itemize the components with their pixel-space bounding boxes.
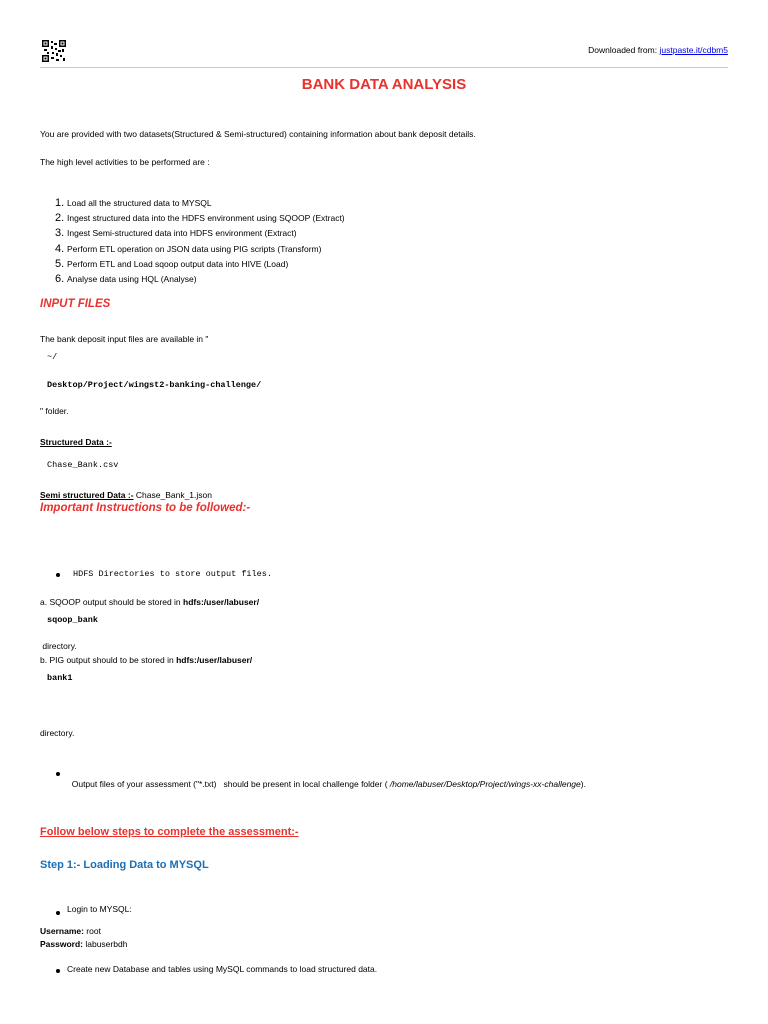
step1-heading: Step 1:- Loading Data to MYSQL	[40, 859, 209, 871]
semi-structured-line	[40, 490, 212, 501]
list-item: 4. Perform ETL operation on JSON data using PIG scripts (Transform)	[55, 242, 322, 255]
password-value: labuserbdh	[83, 939, 128, 949]
bullet-dot	[56, 969, 60, 973]
pig-path: hdfs:/user/labuser/	[176, 655, 253, 665]
bullet-dot	[56, 772, 60, 776]
semi-file: Chase_Bank_1.json	[133, 490, 212, 500]
list-item: 5. Perform ETL and Load sqoop output data into HIVE (Load)	[55, 257, 289, 270]
login-text: Login to MYSQL:	[67, 904, 132, 914]
intro-text: You are provided with two datasets(Structured & Semi-structured) containing information about bank deposit details.	[40, 129, 476, 139]
password-line: Password: labuserbdh	[40, 939, 128, 949]
sqoop-path: hdfs:/user/labuser/	[183, 597, 260, 607]
pig-dir: bank1	[47, 673, 73, 683]
page-title: BANK DATA ANALYSIS	[301, 76, 467, 93]
activities-list	[40, 196, 345, 287]
download-label: Downloaded from:	[588, 45, 658, 55]
input-files-heading: INPUT FILES	[40, 298, 111, 310]
bullet-dot	[56, 911, 60, 915]
input-path: Desktop/Project/wingst2-banking-challenge/	[47, 380, 262, 390]
create-db-text: Create new Database and tables using MySQL commands to load structured data.	[67, 964, 378, 974]
instructions-heading: Important Instructions to be followed:-	[40, 502, 251, 514]
download-link[interactable]: justpaste.it/cdbm5	[659, 45, 728, 55]
qr-code-icon	[42, 40, 66, 62]
output-files-bullet: Output files of your assessment ("*.txt) should be present in local challenge folder ( /home/labuser/Desktop/Project/wings-xx-challenge).	[71, 779, 586, 789]
path-tilde: ~/	[47, 352, 58, 362]
username-line: Username: root	[40, 926, 101, 936]
structured-file: Chase_Bank.csv	[47, 460, 119, 470]
directory-text-2: directory.	[40, 728, 75, 738]
pig-line: b. PIG output should to be stored in hdfs:/user/labuser/	[40, 655, 253, 665]
structured-label: Structured Data :-	[40, 437, 112, 447]
username-value: root	[83, 926, 101, 936]
directory-text-1: directory.	[40, 641, 77, 651]
list-item: 3. Ingest Semi-structured data into HDFS environment (Extract)	[55, 227, 297, 240]
list-item: 6. Analyse data using HQL (Analyse)	[55, 272, 197, 285]
folder-text: " folder.	[40, 406, 69, 416]
semi-label: Semi structured Data :-	[40, 490, 134, 500]
header-divider	[40, 67, 728, 68]
list-item: 2. Ingest structured data into the HDFS environment using SQOOP (Extract)	[55, 212, 345, 225]
download-source	[588, 45, 728, 56]
sqoop-line: a. SQOOP output should be stored in hdfs:/user/labuser/	[40, 597, 260, 607]
list-item: 1. Load all the structured data to MYSQL	[55, 197, 212, 209]
input-available-text: The bank deposit input files are available in "	[40, 334, 209, 344]
hdfs-bullet: HDFS Directories to store output files.	[73, 569, 272, 579]
activities-label: The high level activities to be performed are :	[40, 157, 210, 167]
sqoop-dir: sqoop_bank	[47, 615, 99, 625]
follow-steps-heading: Follow below steps to complete the assessment:-	[40, 826, 299, 838]
bullet-dot	[56, 573, 60, 577]
challenge-path: /home/labuser/Desktop/Project/wings-xx-challenge	[389, 779, 581, 789]
